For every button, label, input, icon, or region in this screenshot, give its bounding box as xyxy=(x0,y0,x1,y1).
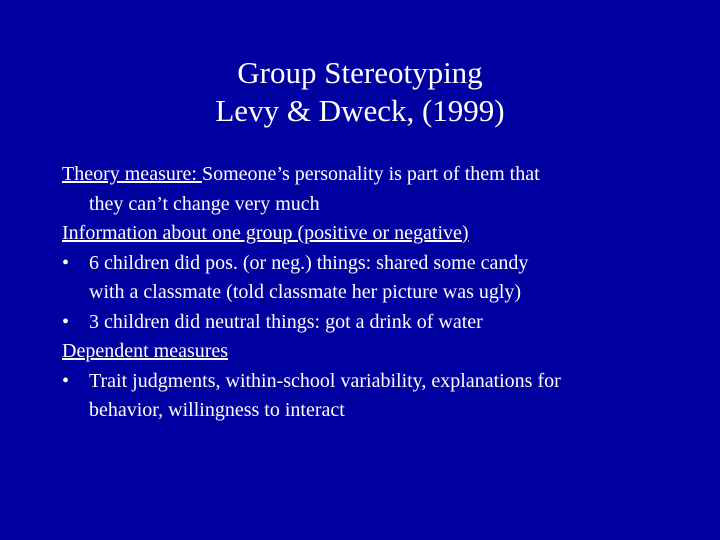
theory-measure-label: Theory measure: xyxy=(62,163,202,185)
bullet-text-line: behavior, willingness to interact xyxy=(89,399,345,421)
information-heading: Information about one group (positive or negative) xyxy=(62,222,469,244)
theory-measure-text: Someone’s personality is part of them that xyxy=(201,163,540,185)
slide-body xyxy=(62,160,702,426)
dependent-measures-heading: Dependent measures xyxy=(62,340,229,362)
bullet-item xyxy=(62,367,702,426)
title-line-2: Levy & Dweck, (1999) xyxy=(215,93,505,128)
theory-measure-paragraph xyxy=(62,160,702,219)
slide-title xyxy=(0,54,720,130)
bullet-mark: • xyxy=(62,251,70,274)
bullet-text-line: with a classmate (told classmate her picture was ugly) xyxy=(89,281,522,303)
bullet-item xyxy=(62,308,702,338)
bullet-mark: • xyxy=(62,369,70,392)
bullet-mark: • xyxy=(62,310,70,333)
title-line-1: Group Stereotyping xyxy=(237,55,483,90)
bullet-text-line: 3 children did neutral things: got a drink of water xyxy=(89,310,483,333)
bullet-item xyxy=(62,249,702,308)
theory-measure-continuation: they can’t change very much xyxy=(89,192,320,215)
bullet-text-line: Trait judgments, within-school variability, explanations for xyxy=(89,369,561,392)
bullet-text-line: 6 children did pos. (or neg.) things: shared some candy xyxy=(89,251,529,274)
